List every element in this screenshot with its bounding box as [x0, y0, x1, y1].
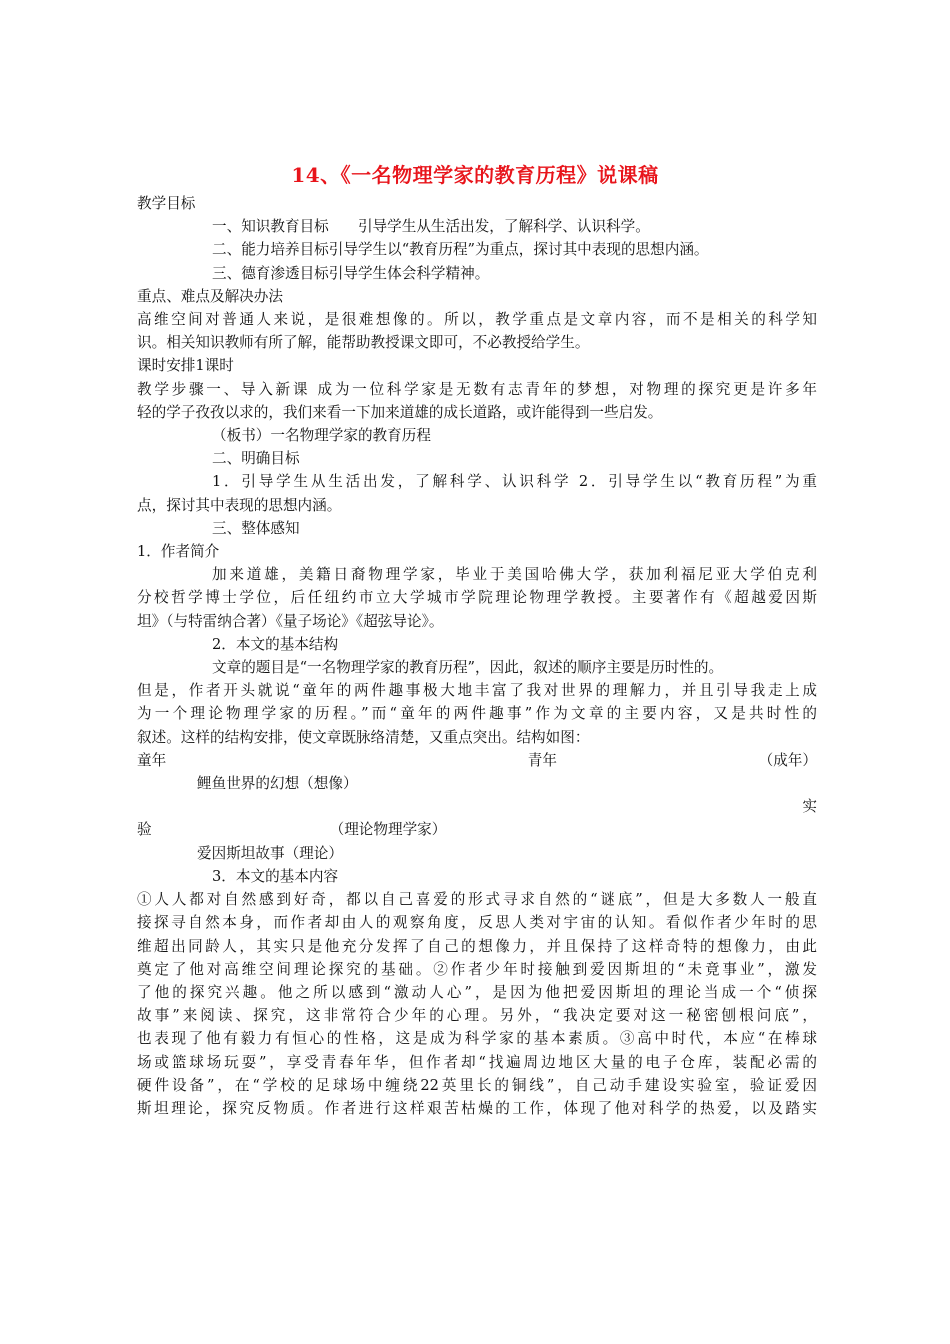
heading-schedule: 课时安排1课时	[137, 357, 234, 375]
paragraph-line: 坦》（与特雷纳合著）《量子场论》《超弦导论》。	[137, 612, 444, 630]
stage-youth: 青年	[527, 751, 557, 769]
paragraph-line: 点，探讨其中表现的思想内涵。	[137, 496, 342, 514]
paragraph-line: 场或篮球场玩耍”，享受青春年华，但作者却“找遍周边地区大量的电子仓库，装配必需的	[137, 1053, 817, 1071]
heading-key-points: 重点、难点及解决办法	[137, 287, 283, 305]
paragraph-line: 了他的探究兴趣。他之所以感到“激动人心”，是因为他把爱因斯坦的理论当成一个“侦探	[137, 983, 817, 1001]
paragraph-line: 维超出同龄人，其实只是他充分发挥了自己的想像力，并且保持了这样奇特的想像力，由此	[137, 937, 817, 955]
paragraph-line: 故事”来阅读、探究，这非常符合少年的心理。另外，“我决定要对这一秘密刨根问底”，	[137, 1007, 817, 1025]
paragraph-line: 叙述。这样的结构安排，使文章既脉络清楚，又重点突出。结构如图：	[137, 728, 590, 746]
diagram-item-yan: 验	[137, 821, 152, 839]
paragraph-line: 斯坦理论，探究反物质。作者进行这样艰苦枯燥的工作，体现了他对科学的热爱，以及踏实	[137, 1099, 817, 1117]
goal-ability: 二、能力培养目标引导学生以“教育历程”为重点，探讨其中表现的思想内涵。	[212, 241, 709, 259]
paragraph-line: 奠定了他对高维空间理论探究的基础。②作者少年时接触到爱因斯坦的“未竟事业”，激发	[137, 960, 817, 978]
heading-teaching-goals: 教学目标	[137, 195, 196, 212]
paragraph-line: 1．引导学生从生活出发，了解科学、认识科学 2．引导学生以“教育历程”为重	[212, 473, 817, 491]
heading-structure: 2．本文的基本结构	[212, 635, 339, 653]
heading-overall: 三、整体感知	[212, 519, 300, 537]
diagram-row-physicist	[137, 818, 817, 841]
heading-content: 3．本文的基本内容	[212, 867, 339, 885]
goal-moral: 三、德育渗透目标引导学生体会科学精神。	[212, 264, 490, 282]
stage-adult: （成年）	[758, 751, 817, 769]
diagram-item-shi: 实	[802, 798, 817, 816]
diagram-item-einstein: 爱因斯坦故事（理论）	[197, 844, 343, 862]
paragraph-line: 也表现了他有毅力有恒心的性格，这是成为科学家的基本素质。③高中时代，本应“在棒球	[137, 1030, 817, 1048]
diagram-item-physicist: （理论物理学家）	[329, 821, 447, 839]
document-body	[137, 192, 817, 1120]
paragraph-line: 接探寻自然本身，而作者却由人的观察角度，反思人类对宇宙的认知。看似作者少年时的思	[137, 914, 817, 932]
paragraph-line: ①人人都对自然感到好奇，都以自己喜爱的形式寻求自然的“谜底”，但是大多数人一般直	[137, 891, 817, 909]
paragraph-line: 教学步骤一、导入新课 成为一位科学家是无数有志青年的梦想，对物理的探究更是许多年	[137, 380, 817, 398]
goal-knowledge: 一、知识教育目标 引导学生从生活出发，了解科学、认识科学。	[212, 218, 650, 236]
paragraph-line: 高维空间对普通人来说，是很难想像的。所以，教学重点是文章内容，而不是相关的科学知	[137, 311, 817, 329]
diagram-item-fish: 鲤鱼世界的幻想（想像）	[197, 775, 358, 793]
structure-diagram-stages	[137, 749, 817, 772]
paragraph-line: 轻的学子孜孜以求的，我们来看一下加来道雄的成长道路，或许能得到一些启发。	[137, 403, 663, 421]
paragraph-line: 加来道雄，美籍日裔物理学家，毕业于美国哈佛大学，获加利福尼亚大学伯克利	[212, 566, 817, 584]
paragraph-line: 分校哲学博士学位，后任纽约市立大学城市学院理论物理学教授。主要著作有《超越爱因斯	[137, 589, 817, 607]
paragraph-line: 硬件设备”，在“学校的足球场中缠绕22英里长的铜线”，自己动手建设实验室，验证爱因	[137, 1076, 817, 1094]
heading-clear-goals: 二、明确目标	[212, 450, 300, 468]
paragraph-line: 文章的题目是“一名物理学家的教育历程”，因此，叙述的顺序主要是历时性的。	[212, 659, 724, 677]
paragraph-line: 为一个理论物理学家的历程。”而“童年的两件趣事”作为文章的主要内容，又是共时性的	[137, 705, 817, 723]
paragraph-line: 但是，作者开头就说“童年的两件趣事极大地丰富了我对世界的理解力，并且引导我走上成	[137, 682, 817, 700]
heading-author: 1．作者简介	[137, 543, 220, 561]
document-title: 14、《一名物理学家的教育历程》说课稿	[291, 163, 659, 187]
paragraph-line: 识。相关知识教师有所了解，能帮助教授课文即可，不必教授给学生。	[137, 334, 590, 352]
board-writing: （板书）一名物理学家的教育历程	[212, 427, 431, 445]
stage-childhood: 童年	[137, 751, 167, 769]
